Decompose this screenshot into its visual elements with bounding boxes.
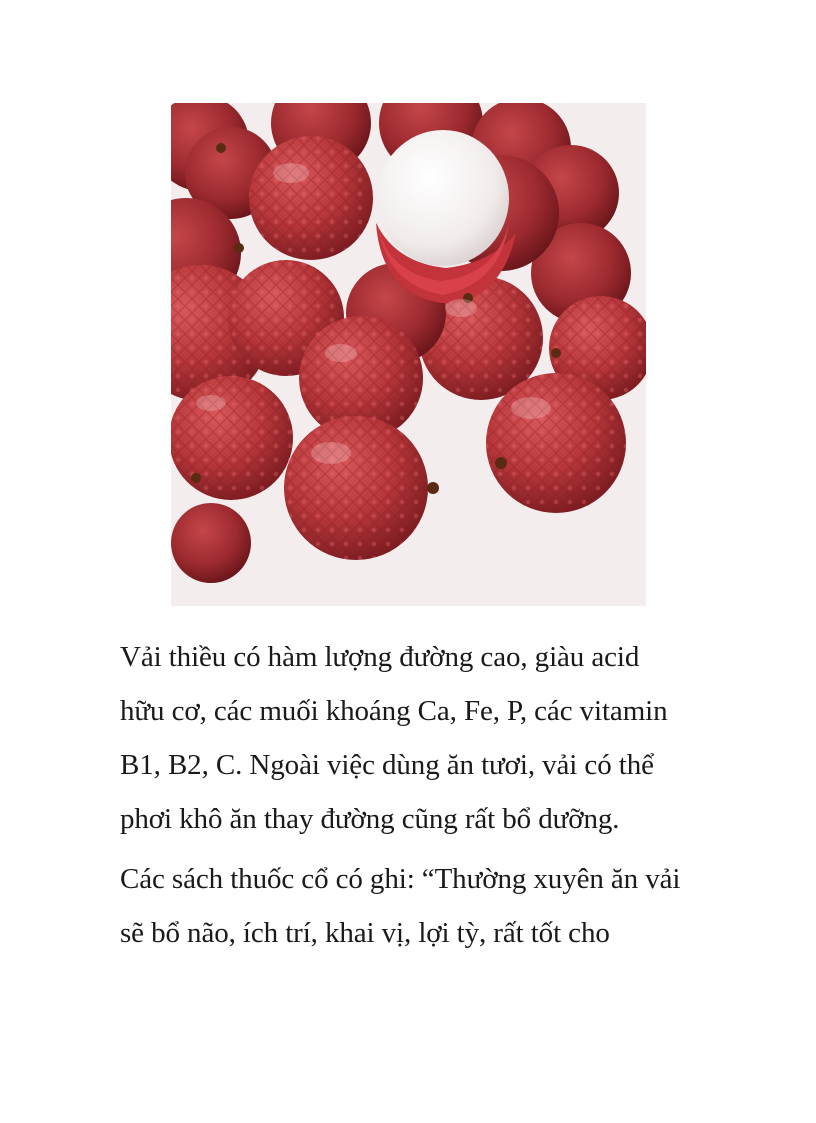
text-line: sẽ bổ não, ích trí, khai vị, lợi tỳ, rất tốt cho xyxy=(120,917,610,949)
text-line: B1, B2, C. Ngoài việc dùng ăn tươi, vải có thể xyxy=(120,749,654,781)
text-line: hữu cơ, các muối khoáng Ca, Fe, P, các vitamin xyxy=(120,695,668,727)
lychee-photo xyxy=(171,103,646,606)
body-text xyxy=(120,630,720,960)
paragraph-nutrition xyxy=(120,630,720,846)
text-line: phơi khô ăn thay đường cũng rất bổ dưỡng. xyxy=(120,803,620,835)
text-line: Các sách thuốc cổ có ghi: “Thường xuyên ăn vải xyxy=(120,863,681,895)
text-line: Vải thiều có hàm lượng đường cao, giàu acid xyxy=(120,641,640,673)
paragraph-traditional-medicine xyxy=(120,852,720,960)
lychee-illustration xyxy=(171,103,646,606)
